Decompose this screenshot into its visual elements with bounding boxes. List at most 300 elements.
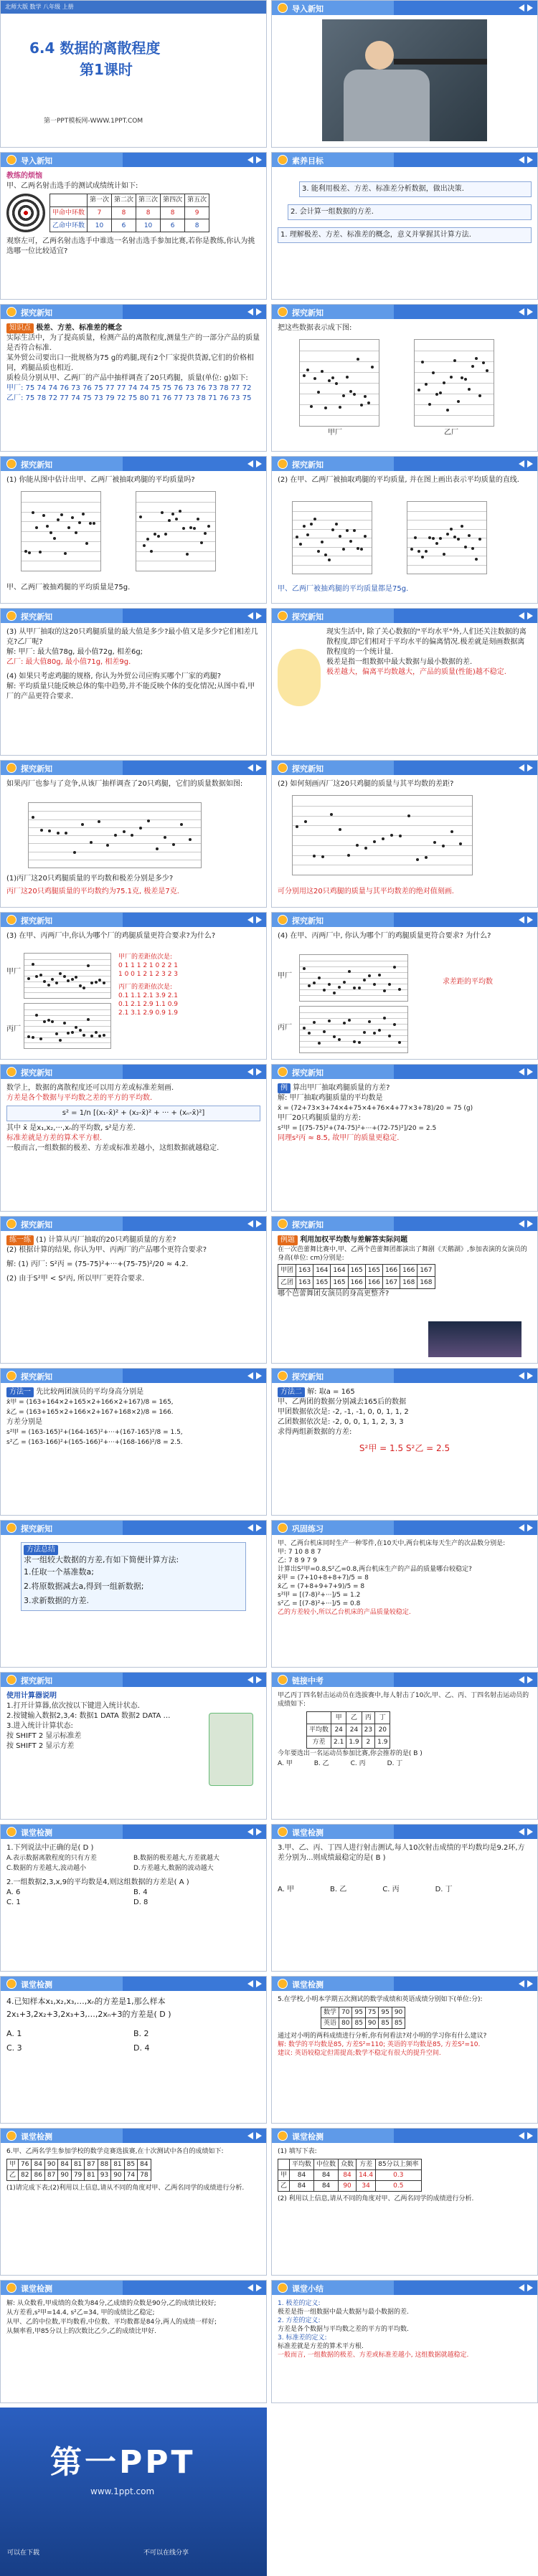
dotplot-caption: 把这些数据表示成下图:	[278, 324, 352, 332]
prev-arrow-icon[interactable]	[519, 1828, 524, 1835]
data-point	[164, 533, 167, 536]
question-2: (1)请完成下表;(2)利用以上信息,请从不同的角度对甲、乙两名同学的成绩进行分析.	[6, 2185, 245, 2192]
data-point	[342, 394, 345, 397]
data-point	[147, 819, 150, 822]
header-title: 探究新知	[292, 612, 324, 622]
data-point	[189, 838, 192, 841]
prev-arrow-icon[interactable]	[519, 916, 524, 923]
question-text: (2) 在甲、乙两厂被抽取鸡腿的平均质量, 并在图上画出表示平均质量的直线.	[278, 476, 519, 484]
next-arrow-icon[interactable]	[256, 460, 262, 467]
prev-arrow-icon[interactable]	[519, 1220, 524, 1227]
data-point	[368, 974, 371, 977]
data-point	[446, 533, 449, 536]
data-point	[450, 830, 453, 833]
prev-arrow-icon[interactable]	[519, 2284, 524, 2291]
next-arrow-icon[interactable]	[527, 1980, 533, 1987]
slide-avg-line	[271, 456, 538, 604]
prev-arrow-icon[interactable]	[247, 1524, 253, 1531]
data-point	[468, 388, 471, 391]
method-tag: 方法二	[278, 1387, 305, 1397]
practice-a1: 解: (1) 丙厂: S²丙 = (75-75)²+···+(75-75)²/20 ≈ 4.2.	[6, 1260, 189, 1268]
data-point	[57, 832, 60, 835]
practice-a2: (2) 由于S²甲 < S²丙, 所以甲厂更符合要求.	[6, 1275, 145, 1283]
slide-test6	[271, 2128, 538, 2276]
prev-arrow-icon[interactable]	[247, 156, 253, 163]
grid-line	[300, 1035, 407, 1036]
question-1: 1.下列说法中正确的是( D )	[6, 1844, 94, 1852]
answer-text: 丙厂这20只鸡腿质量的平均数约为75.1克, 极差是7克.	[6, 888, 179, 895]
data-point	[179, 510, 181, 513]
data-point	[339, 828, 341, 831]
data-point	[390, 834, 393, 837]
grid-line	[136, 521, 215, 522]
dotplot-bing	[28, 802, 202, 868]
dotplot-jia	[299, 339, 379, 427]
next-arrow-icon[interactable]	[527, 2132, 533, 2139]
data-point	[464, 378, 467, 381]
data-point	[442, 845, 445, 847]
slide-calculator	[0, 1672, 267, 1820]
data-point	[428, 536, 431, 539]
grid-line	[415, 372, 494, 373]
grid-line	[300, 989, 407, 990]
cover-title: 6.4 数据的离散程度	[29, 39, 161, 57]
option-a: A. 甲	[278, 1760, 293, 1767]
header-title: 探究新知	[21, 1372, 52, 1382]
data-point	[189, 526, 192, 529]
dotplot-jia	[299, 954, 408, 1002]
next-arrow-icon[interactable]	[527, 156, 533, 163]
dotplot-jia	[24, 953, 111, 999]
summary-h2: 2. 方差的定义:	[278, 2317, 321, 2324]
analysis-4: 从频率看,甲85分以上的次数比乙少,乙的成绩比甲好.	[6, 2328, 157, 2335]
data-point	[471, 365, 474, 368]
cover-subtitle: 第1课时	[80, 61, 133, 78]
analysis-2: 从方差看,s²甲=14.4, s²乙=34, 甲的成绩比乙稳定;	[6, 2309, 155, 2316]
grid-line	[29, 819, 201, 820]
next-arrow-icon[interactable]	[527, 1220, 533, 1227]
grid-line	[300, 966, 407, 967]
slide-range-q	[0, 608, 267, 756]
prev-arrow-icon[interactable]	[247, 1220, 253, 1227]
data-point	[65, 832, 67, 835]
variance-formula: s² = 1/n [(x₁-x̄)² + (x₂-x̄)² + ··· + (xₙ-x̄)²]	[6, 1106, 260, 1121]
brand-site[interactable]: www.1ppt.com	[90, 2486, 155, 2496]
header-title: 探究新知	[21, 1524, 52, 1534]
data-point	[27, 1035, 30, 1038]
answer-text: 乙的方差较小,所以乙台机床的产品质量较稳定.	[278, 1609, 411, 1616]
method-p1: 甲、乙两团的数据分别减去165后的数据	[278, 1398, 407, 1406]
data-point	[357, 547, 359, 550]
prev-arrow-icon[interactable]	[247, 612, 253, 619]
header-title: 探究新知	[292, 1220, 324, 1230]
data-point	[64, 552, 67, 555]
data-point	[398, 1041, 401, 1044]
grid-line	[293, 565, 372, 566]
slide-link-exam	[271, 1672, 538, 1820]
header-title: 导入新知	[21, 156, 52, 166]
summary-step1: 1.任取一个基准数a;	[24, 1567, 94, 1577]
variance-p5: 一般而言,一组数据的极差、方差或标准差越小，这组数据就越稳定.	[6, 1144, 220, 1152]
data-point	[106, 844, 109, 847]
data-point	[43, 980, 46, 983]
prev-arrow-icon[interactable]	[519, 1980, 524, 1987]
data-point	[382, 837, 384, 840]
data-point	[324, 553, 327, 556]
slide-method1	[0, 1368, 267, 1516]
data-point	[360, 548, 363, 551]
prev-arrow-icon[interactable]	[247, 2284, 253, 2291]
data-point	[180, 823, 183, 826]
grid-line	[300, 1018, 407, 1019]
next-arrow-icon[interactable]	[527, 308, 533, 315]
data-point	[461, 376, 463, 379]
data-point	[139, 827, 142, 830]
data-point	[175, 518, 178, 521]
next-arrow-icon[interactable]	[527, 1068, 533, 1075]
question-text: 甲、乙两台机床同时生产一种零件,在10天中,两台机床每天生产的次品数分别是:	[278, 1540, 506, 1547]
next-arrow-icon[interactable]	[256, 1372, 262, 1379]
grid-line	[24, 1037, 110, 1038]
prev-arrow-icon[interactable]	[247, 1068, 253, 1075]
data-point	[432, 537, 435, 540]
goal-2: 2. 会计算一组数据的方差.	[288, 204, 532, 220]
data-point	[353, 393, 356, 396]
header-title: 课堂检测	[21, 2132, 52, 2142]
variance-formula: s²甲 = [(75-75)²+(74-75)²+···+(72-75)²]/20 = 2.5	[278, 1125, 437, 1132]
question-3: (3) 从甲厂抽取的这20只鸡腿质量的最大值是多少?最小值又是多少?它们相差几克?乙厂呢?	[6, 628, 258, 646]
data-point	[393, 1023, 396, 1026]
header-title: 探究新知	[21, 916, 52, 926]
prev-arrow-icon[interactable]	[247, 460, 253, 467]
data-point	[75, 1026, 77, 1029]
header-title: 导入新知	[292, 4, 324, 14]
prev-arrow-icon[interactable]	[247, 1980, 253, 1987]
data-point	[363, 1031, 366, 1034]
data-point	[123, 830, 126, 833]
prev-arrow-icon[interactable]	[247, 916, 253, 923]
slide-test5	[0, 2128, 267, 2276]
prev-arrow-icon[interactable]	[247, 1828, 253, 1835]
prev-arrow-icon[interactable]	[247, 764, 253, 771]
grid-line	[300, 415, 379, 416]
data-point	[439, 391, 442, 394]
answer-text: 可分别用这20只鸡腿的质量与其平均数差的绝对值刻画.	[278, 888, 454, 895]
cover-bar	[1, 1, 266, 14]
data-point	[453, 359, 456, 362]
example-answer: 解: 甲厂抽取鸡腿质量的平均数是	[278, 1094, 383, 1102]
data-point	[143, 544, 146, 547]
header-title: 探究新知	[21, 1220, 52, 1230]
data-point	[303, 374, 306, 377]
data-point	[172, 843, 175, 846]
data-point	[139, 515, 142, 518]
next-arrow-icon[interactable]	[527, 2284, 533, 2291]
side-note: 求差距的平均数	[443, 978, 493, 986]
grid-line	[136, 551, 215, 552]
grid-line	[407, 520, 486, 521]
variance-jia: s²甲 = [(7-8)²+···]/5 = 1.2	[278, 1592, 361, 1599]
dotplot-yi	[414, 339, 494, 427]
header-title: 课堂小结	[292, 2284, 324, 2294]
data-point	[338, 986, 341, 989]
data-point	[421, 361, 424, 363]
example-question: 哪个芭蕾舞团女演员的身高更整齐?	[278, 1290, 390, 1298]
variance-jia: s²甲 = (163-165)²+(164-165)²+···+(167-165)²/8 = 1.5,	[6, 1429, 183, 1436]
question-2: (1)丙厂这20只鸡腿质量的平均数和极差分别是多少?	[6, 875, 174, 883]
data-point	[356, 844, 359, 847]
prev-arrow-icon[interactable]	[519, 460, 524, 467]
data-point	[446, 409, 449, 412]
header-title: 探究新知	[292, 1068, 324, 1078]
next-arrow-icon[interactable]	[256, 1676, 262, 1683]
grid-line	[293, 835, 472, 836]
data-point	[330, 813, 333, 816]
prev-arrow-icon[interactable]	[519, 308, 524, 315]
prev-arrow-icon[interactable]	[519, 1524, 524, 1531]
summary-t2: 方差是各个数据与平均数之差的平方的平均数.	[278, 2326, 409, 2333]
grid-line	[24, 987, 110, 988]
data-point	[82, 513, 85, 515]
answer-text: 甲、乙两厂被抽鸡腿的平均质量是75g.	[6, 584, 131, 591]
question-text: 5.在学校,小明本学期五次测试的数学成绩和英语成绩分别如下(单位:分):	[278, 1996, 483, 2003]
data-point	[471, 547, 474, 550]
next-arrow-icon[interactable]	[256, 916, 262, 923]
data-point	[435, 393, 438, 396]
data-point	[51, 978, 54, 981]
jia-data: 甲: 7 10 8 8 7	[278, 1549, 321, 1556]
next-arrow-icon[interactable]	[256, 1220, 262, 1227]
slide-avg-estimate	[0, 456, 267, 604]
data-point	[417, 389, 420, 391]
bing-label: 丙厂	[6, 1025, 21, 1033]
data-point	[296, 536, 298, 538]
data-point	[39, 551, 42, 553]
slide-test1: 课堂检测 1.下列说法中正确的是( D ) A.表示数据离散程度的只有方差 B.数据的极差越大,方差就越大 C.数据的方差越大,波动越小 D.方差越大,数据的波动越大 2.一组数据2,3,x,9的平均数是4,则这组数据的方差是( A ) A. 6 B. 4 C. 1 D. 8	[0, 1824, 267, 1972]
data-point	[35, 975, 38, 978]
header-title: 链接中考	[292, 1676, 324, 1686]
question-2: (2) 利用以上信息,请从不同的角度对甲、乙两名同学的成绩进行分析.	[278, 2195, 474, 2202]
data-point	[55, 1032, 58, 1035]
prev-arrow-icon[interactable]	[519, 612, 524, 619]
data-point	[335, 382, 338, 385]
range-intro: 现实生活中, 除了关心数据的"平均水平"外,人们还关注数据的离散程度,即它们相对于平均水平的偏离情况.极差就是刻画数据离散程度的一个统计量.	[326, 628, 527, 656]
next-arrow-icon[interactable]	[527, 1372, 533, 1379]
method-p4: 求得两组新数据的方差:	[278, 1428, 352, 1436]
header-title: 课堂检测	[21, 1828, 52, 1838]
dotplot-yi	[136, 491, 216, 571]
data-point	[333, 992, 336, 994]
data-point	[186, 553, 189, 556]
header-title: 探究新知	[21, 308, 52, 318]
next-arrow-icon[interactable]	[256, 2284, 262, 2291]
next-arrow-icon[interactable]	[256, 2132, 262, 2139]
next-arrow-icon[interactable]	[527, 612, 533, 619]
knowledge-p2: 某外贸公司要出口一批规格为75 g的鸡腿,现有2个厂家提供货源,它们的价格相同，鸡腿品质也相近.	[6, 354, 254, 372]
coach-badge: 教练的烦恼	[6, 172, 42, 180]
question-text: 3.甲、乙、丙、丁四人进行射击测试,每人10次射击成绩的平均数均是9.2环,方差分别为...则成绩最稳定的是( B )	[278, 1844, 525, 1862]
data-point	[200, 541, 203, 544]
data-point	[461, 525, 463, 528]
example-conclusion: 同理s²丙 ≈ 8.5, 故甲厂的质量更稳定.	[278, 1134, 400, 1142]
grid-line	[300, 978, 407, 979]
knowledge-p1: 实际生活中，为了提高质量，检测产品的离散程度,测量生产的一部分产品的质量是否符合标准.	[6, 334, 260, 352]
prev-arrow-icon[interactable]	[519, 1676, 524, 1683]
question-text: 4.已知样本x₁,x₂,x₃,…,xₙ的方差是1,那么样本2x₁+3,2x₂+3,2x₃+3,…,2xₙ+3的方差是( D )	[6, 1997, 171, 2019]
data-point	[323, 1030, 326, 1033]
prev-arrow-icon[interactable]	[247, 2132, 253, 2139]
data-point	[306, 369, 309, 371]
method-tag: 方法一	[6, 1387, 34, 1397]
prev-arrow-icon[interactable]	[519, 2132, 524, 2139]
slide-ballet	[271, 1216, 538, 1364]
competition-table: 甲 76 84 90 84 81 87 88 81 85 84 乙 82 86 87 90 79 81 93 90 74 78	[6, 2159, 151, 2181]
grid-line	[22, 541, 100, 542]
grid-line	[24, 970, 110, 971]
next-arrow-icon[interactable]	[527, 764, 533, 771]
dotplot-bing	[299, 1006, 408, 1053]
prev-arrow-icon[interactable]	[519, 764, 524, 771]
summary-t3: 标准差就是方差的算术平方根.	[278, 2343, 364, 2350]
grades-table: 数学 70 95 75 95 90 英语 80 85 90 85 85	[321, 2007, 405, 2029]
data-point	[131, 834, 133, 837]
data-point	[32, 963, 34, 966]
grid-line	[300, 372, 379, 373]
data-point	[55, 982, 58, 984]
prev-arrow-icon[interactable]	[519, 1068, 524, 1075]
summary-t1: 极差是指一组数据中最大数据与最小数据的差.	[278, 2309, 409, 2316]
mean-formula: x̄ = (72+73×3+74×4+75×4+76×4+77×3+78)/20 = 75 (g)	[278, 1105, 473, 1112]
grid-line	[24, 1020, 110, 1021]
prev-arrow-icon[interactable]	[247, 1372, 253, 1379]
variance-p1: 数学上，数据的离散程度还可以用方差或标准差刻画.	[6, 1084, 174, 1092]
slide-method2	[271, 1368, 538, 1516]
shooter-photo	[322, 19, 487, 141]
slide-knowledge	[0, 304, 267, 452]
slide-test2: 课堂检测 3.甲、乙、丙、丁四人进行射击测试,每人10次射击成绩的平均数均是9.2环,方差分别为...则成绩最稳定的是( B ) A. 甲 B. 乙 C. 丙 D. 丁	[271, 1824, 538, 1972]
data-point	[71, 516, 74, 519]
next-arrow-icon[interactable]	[256, 764, 262, 771]
header-title: 巩固练习	[292, 1524, 324, 1534]
prev-arrow-icon[interactable]	[247, 1676, 253, 1683]
next-arrow-icon[interactable]	[527, 460, 533, 467]
grid-line	[293, 845, 472, 846]
data-point	[296, 825, 298, 828]
next-arrow-icon[interactable]	[256, 156, 262, 163]
ballet-photo	[428, 1321, 522, 1357]
next-arrow-icon[interactable]	[527, 916, 533, 923]
data-point	[157, 535, 160, 538]
grid-line	[24, 1042, 110, 1043]
next-arrow-icon[interactable]	[527, 1676, 533, 1683]
data-point	[303, 525, 306, 528]
next-arrow-icon[interactable]	[527, 1828, 533, 1835]
next-arrow-icon[interactable]	[256, 1068, 262, 1075]
jia-diff-title: 甲厂的差距依次是:	[118, 954, 173, 961]
calc-step5: 按 SHIFT 2 显示方差	[6, 1742, 75, 1750]
cover-site: 第一PPT模板网-WWW.1PPT.COM	[44, 118, 143, 125]
data-point	[464, 546, 467, 548]
next-arrow-icon[interactable]	[256, 308, 262, 315]
method-heading: 解: 取a = 165	[307, 1388, 355, 1396]
prev-arrow-icon[interactable]	[519, 156, 524, 163]
summary-step2: 2.将原数据减去a,得到一组新数据;	[24, 1582, 144, 1591]
data-point	[85, 542, 88, 545]
method-p2: 甲团数据依次是: -2, -1, -1, 0, 0, 1, 1, 2	[278, 1408, 409, 1416]
answer-text: 甲、乙两厂被抽鸡腿的平均质量都是75g.	[278, 585, 409, 593]
data-point	[39, 1037, 42, 1040]
variance-caption: 甲厂20只鸡腿质量的方差:	[278, 1114, 362, 1122]
mean-yi: x̄乙 = (7+8+9+7+9)/5 = 8	[278, 1583, 365, 1590]
question-text: 6.甲、乙两名学生参加学校的数学竞赛选拔赛,在十次测试中各自的成绩如下:	[6, 2148, 224, 2155]
slide-diffs	[0, 912, 267, 1060]
mean-jia: x̄甲 = (163+164×2+165×2+166×2+167)/8 = 165,	[6, 1399, 174, 1406]
data-point	[156, 847, 159, 850]
data-point	[67, 979, 70, 982]
data-point	[87, 964, 90, 967]
stddev-def: 标准差就是方差的算术平方根.	[6, 1134, 103, 1142]
data-point	[171, 513, 174, 515]
data-point	[308, 984, 311, 987]
data-point	[27, 977, 30, 980]
publisher-label: 北师大版 数学 八年级 上册	[5, 4, 74, 10]
prev-arrow-icon[interactable]	[519, 4, 524, 11]
data-point	[308, 1032, 311, 1035]
dotplot-jia	[292, 501, 372, 574]
next-arrow-icon[interactable]	[527, 4, 533, 11]
data-point	[346, 376, 349, 379]
next-arrow-icon[interactable]	[256, 1828, 262, 1835]
data-point	[383, 1017, 386, 1020]
data-point	[306, 533, 309, 536]
variance-yi: s²乙 = (163-166)²+(165-166)²+···+(168-166)²/8 = 2.5.	[6, 1439, 183, 1446]
jia-data: 甲厂: 75 74 74 76 73 76 75 77 77 74 74 75 75 76 73 76 73 78 77 72	[6, 384, 252, 392]
data-point	[103, 982, 105, 984]
data-point	[47, 984, 50, 987]
data-point	[193, 527, 196, 530]
practice-q1: (1) 计算从丙厂抽取的20只鸡腿质量的方差?	[36, 1236, 176, 1244]
yi-data: 乙: 7 8 9 7 9	[278, 1557, 317, 1564]
question-4: (4) 如果只考虑鸡腿的规格, 你认为外贸公司应购买哪个厂家的鸡腿?	[6, 672, 222, 680]
next-arrow-icon[interactable]	[256, 1524, 262, 1531]
answer-4: 解: 平均质量只能反映总体的集中趋势,并不能反映个体的变化情况;从图中看,甲厂的产品更符合要求.	[6, 683, 255, 700]
answer-2: 建议: 英语较稳定但需提高;数学不稳定有很大的提升空间.	[278, 2050, 441, 2057]
prev-arrow-icon[interactable]	[247, 308, 253, 315]
next-arrow-icon[interactable]	[256, 1980, 262, 1987]
data-point	[321, 541, 324, 543]
practice-tag: 练一练	[6, 1235, 34, 1245]
data-point	[328, 983, 331, 986]
data-point	[323, 989, 326, 992]
data-point	[90, 1035, 93, 1037]
data-point	[182, 527, 185, 530]
summary-t4: 一般而言, 一组数据的极差、方差或标准差越小, 这组数据就越稳定.	[278, 2352, 469, 2359]
prev-arrow-icon[interactable]	[519, 1372, 524, 1379]
data-point	[67, 1032, 70, 1035]
data-point	[103, 1034, 105, 1037]
next-arrow-icon[interactable]	[256, 612, 262, 619]
grid-line	[136, 541, 215, 542]
knowledge-p3: 质检员分别从甲、乙两厂的产品中抽样调查了20只鸡腿，质量(单位: g)如下:	[6, 374, 248, 382]
data-point	[425, 383, 428, 386]
range-definition: 极差是指一组数据中最大数据与最小数据的差.	[326, 658, 473, 666]
next-arrow-icon[interactable]	[527, 1524, 533, 1531]
data-point	[154, 533, 156, 536]
data-point	[349, 390, 352, 393]
slide-goals	[271, 152, 538, 300]
answer-3b: 乙厂: 最大值80g, 最小值71g, 相差9g.	[6, 658, 131, 666]
option-c: C. 丙	[350, 1760, 366, 1767]
